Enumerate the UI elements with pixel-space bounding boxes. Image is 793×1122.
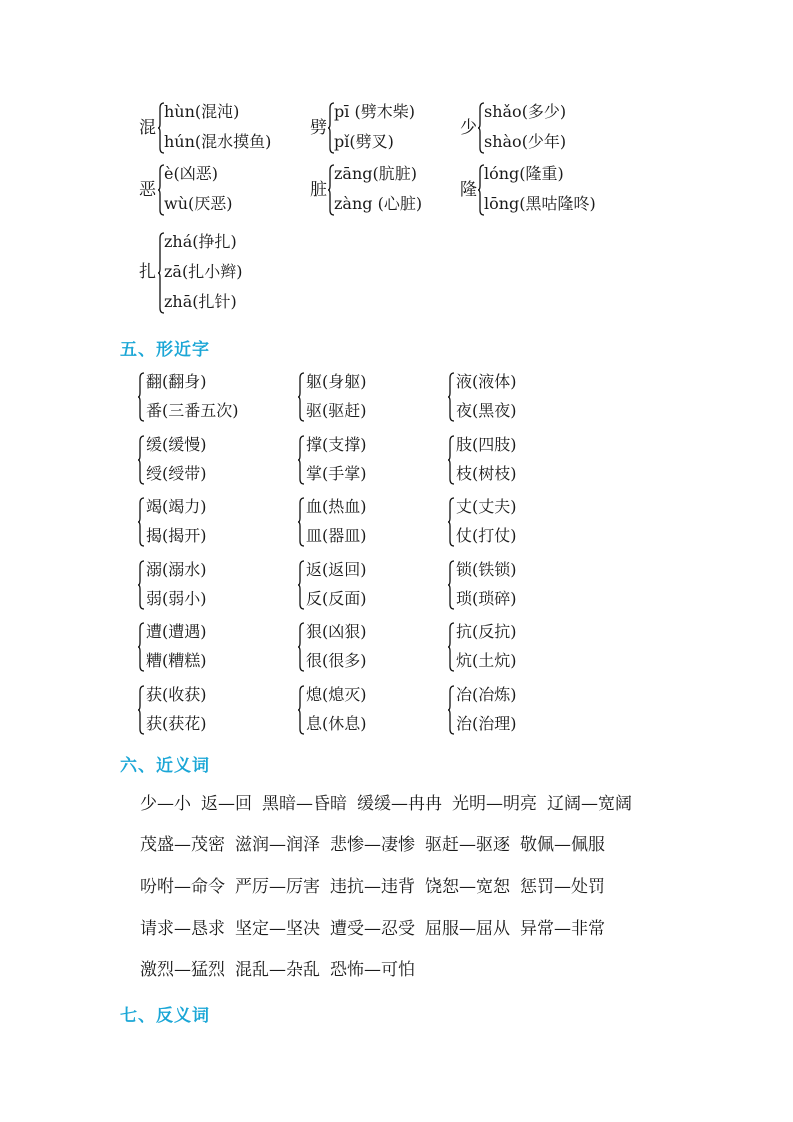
brace-icon [138, 497, 145, 547]
synonym-pair: 滋润—润泽 [235, 835, 320, 855]
similar-char-entry: 丈(丈夫) [456, 497, 517, 516]
pinyin-line: hún(混水摸鱼) [164, 132, 272, 151]
pinyin-line: lōng(黑咕隆咚) [484, 194, 596, 213]
brace-icon [448, 560, 455, 610]
similar-char-entry: 炕(土炕) [456, 651, 517, 670]
similar-char-entry: 糟(糟糕) [146, 651, 207, 670]
section-title-antonyms: 七、反义词 [120, 1006, 210, 1026]
synonym-row [140, 959, 425, 981]
pinyin-line: zāng(肮脏) [334, 164, 418, 183]
pinyin-line: wù(厌恶) [164, 194, 233, 213]
section-title-synonyms: 六、近义词 [120, 756, 210, 776]
similar-char-entry: 反(反面) [306, 589, 367, 608]
similar-char-entry: 返(返回) [306, 560, 367, 579]
pinyin-line: pǐ(劈叉) [334, 132, 394, 151]
synonym-pair: 悲惨—凄惨 [330, 835, 415, 855]
synonym-pair: 激烈—猛烈 [140, 960, 225, 980]
similar-char-entry: 掌(手掌) [306, 464, 367, 483]
pinyin-line: shǎo(多少) [484, 102, 567, 121]
synonym-pair: 惩罚—处罚 [520, 877, 605, 897]
synonym-pair: 请求—恳求 [140, 919, 225, 939]
brace-icon [138, 685, 145, 735]
brace-icon [138, 560, 145, 610]
similar-char-entry: 躯(身躯) [306, 372, 367, 391]
synonym-row [140, 834, 615, 856]
synonym-pair: 黑暗—昏暗 [262, 794, 347, 814]
synonym-row [140, 918, 615, 940]
similar-char-entry: 缓(缓慢) [146, 435, 207, 454]
pinyin-line: è(凶恶) [164, 164, 218, 183]
similar-char-entry: 揭(揭开) [146, 526, 207, 545]
brace-icon [298, 435, 305, 485]
synonym-pair: 坚定—坚决 [235, 919, 320, 939]
similar-char-entry: 治(治理) [456, 714, 517, 733]
similar-char-entry: 驱(驱赶) [306, 401, 367, 420]
similar-char-entry: 仗(打仗) [456, 526, 517, 545]
similar-char-entry: 枝(树枝) [456, 464, 517, 483]
polyphone-char: 脏 [310, 180, 327, 200]
synonym-pair: 遭受—忍受 [330, 919, 415, 939]
brace-icon [448, 622, 455, 672]
brace-icon [298, 497, 305, 547]
similar-char-entry: 番(三番五次) [146, 401, 239, 420]
synonym-pair: 驱赶—驱逐 [425, 835, 510, 855]
synonym-pair: 混乱—杂乱 [235, 960, 320, 980]
pinyin-line: hùn(混沌) [164, 102, 240, 121]
similar-char-entry: 获(获花) [146, 714, 207, 733]
brace-icon [448, 497, 455, 547]
synonym-pair: 辽阔—宽阔 [547, 794, 632, 814]
polyphone-char: 少 [460, 118, 477, 138]
brace-icon [298, 372, 305, 422]
similar-char-entry: 液(液体) [456, 372, 517, 391]
similar-char-entry: 肢(四肢) [456, 435, 517, 454]
synonym-pair: 恐怖—可怕 [330, 960, 415, 980]
similar-char-entry: 血(热血) [306, 497, 367, 516]
similar-char-entry: 锁(铁锁) [456, 560, 517, 579]
pinyin-line: pī (劈木柴) [334, 102, 415, 121]
similar-char-entry: 狠(凶狠) [306, 622, 367, 641]
similar-char-entry: 竭(竭力) [146, 497, 207, 516]
pinyin-line: zā(扎小辫) [164, 262, 243, 281]
similar-char-entry: 熄(熄灭) [306, 685, 367, 704]
synonym-pair: 光明—明亮 [452, 794, 537, 814]
similar-char-entry: 溺(溺水) [146, 560, 207, 579]
pinyin-line: lóng(隆重) [484, 164, 564, 183]
brace-icon [138, 622, 145, 672]
synonym-pair: 违抗—违背 [330, 877, 415, 897]
brace-icon [138, 435, 145, 485]
synonym-pair: 返—回 [201, 794, 252, 814]
pinyin-line: zhā(扎针) [164, 292, 237, 311]
polyphone-char: 混 [139, 118, 156, 138]
similar-char-entry: 抗(反抗) [456, 622, 517, 641]
similar-char-entry: 翻(翻身) [146, 372, 207, 391]
similar-char-entry: 弱(弱小) [146, 589, 207, 608]
brace-icon [138, 372, 145, 422]
synonym-pair: 敬佩—佩服 [520, 835, 605, 855]
synonym-pair: 严厉—厉害 [235, 877, 320, 897]
pinyin-line: zhá(挣扎) [164, 232, 237, 251]
synonym-row [140, 793, 642, 815]
similar-char-entry: 琐(琐碎) [456, 589, 517, 608]
similar-char-entry: 冶(冶炼) [456, 685, 517, 704]
synonym-pair: 缓缓—冉冉 [357, 794, 442, 814]
synonym-pair: 茂盛—茂密 [140, 835, 225, 855]
polyphone-char: 劈 [310, 118, 327, 138]
brace-icon [298, 622, 305, 672]
section-title-similar-chars: 五、形近字 [120, 340, 210, 360]
synonym-pair: 饶恕—宽恕 [425, 877, 510, 897]
brace-icon [448, 372, 455, 422]
synonym-pair: 屈服—屈从 [425, 919, 510, 939]
similar-char-entry: 息(休息) [306, 714, 367, 733]
brace-icon [448, 685, 455, 735]
synonym-row [140, 876, 615, 898]
similar-char-entry: 获(收获) [146, 685, 207, 704]
synonym-pair: 少—小 [140, 794, 191, 814]
similar-char-entry: 很(很多) [306, 651, 367, 670]
polyphone-char: 恶 [139, 180, 156, 200]
similar-char-entry: 绶(绶带) [146, 464, 207, 483]
pinyin-line: shào(少年) [484, 132, 567, 151]
similar-char-entry: 夜(黑夜) [456, 401, 517, 420]
similar-char-entry: 撑(支撑) [306, 435, 367, 454]
synonym-pair: 吩咐—命令 [140, 877, 225, 897]
polyphone-char: 隆 [460, 180, 477, 200]
brace-icon [298, 685, 305, 735]
brace-icon [448, 435, 455, 485]
similar-char-entry: 皿(器皿) [306, 526, 367, 545]
brace-icon [298, 560, 305, 610]
polyphone-char: 扎 [139, 262, 156, 282]
similar-char-entry: 遭(遭遇) [146, 622, 207, 641]
pinyin-line: zàng (心脏) [334, 194, 423, 213]
synonym-pair: 异常—非常 [520, 919, 605, 939]
